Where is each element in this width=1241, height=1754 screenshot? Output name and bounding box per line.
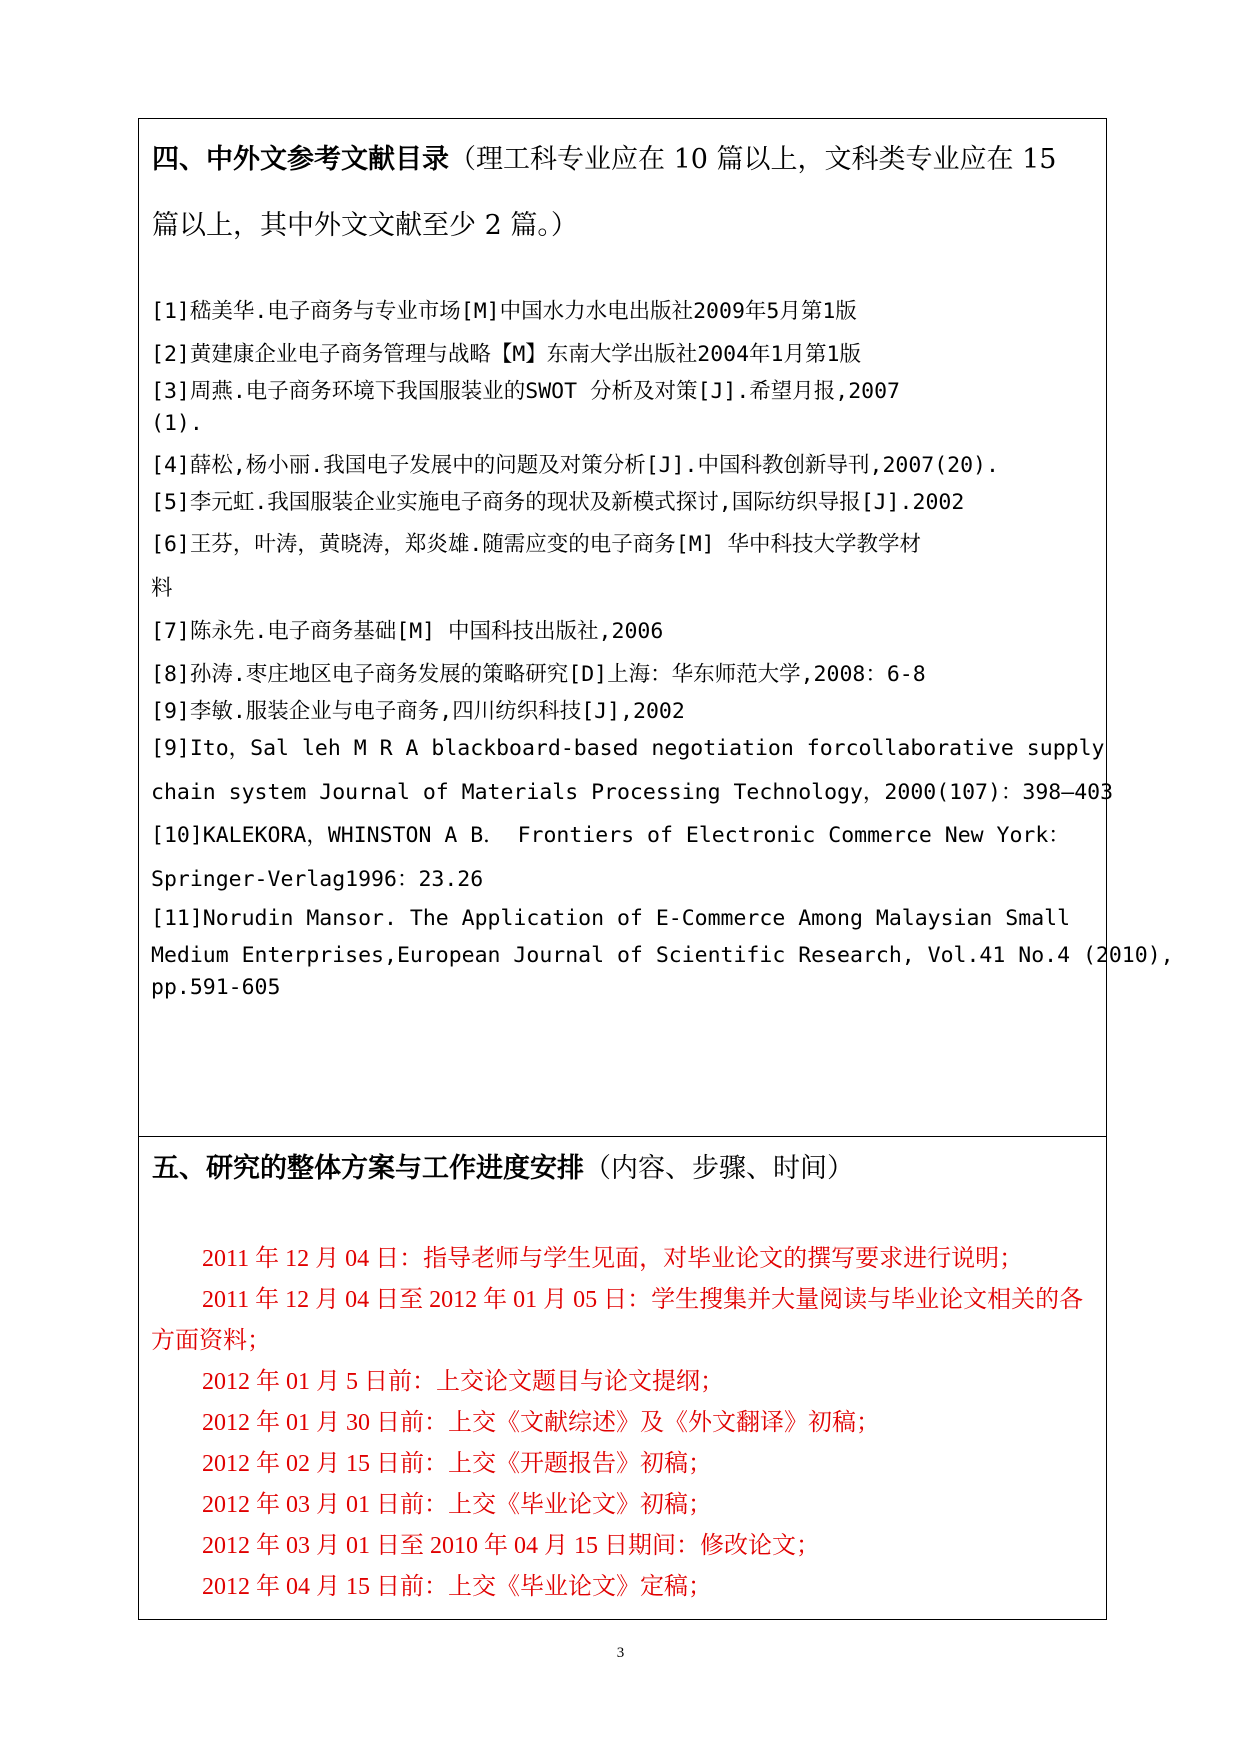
section4-heading: 四、中外文参考文献目录: [152, 144, 449, 175]
section5-title: [152, 1143, 1092, 1195]
schedule-item: 2012 年 01 月 5 日前：上交论文题目与论文提纲；: [202, 1369, 724, 1395]
reference-line: [6]王芬，叶涛，黄晓涛，郑炎雄.随需应变的电子商务[M] 华中科技大学教学材: [151, 532, 922, 557]
reference-line: [9]李敏.服装企业与电子商务,四川纺织科技[J],2002: [151, 699, 685, 724]
reference-list: [151, 294, 1174, 1007]
reference-line: [9]Ito，Sal leh M R A blackboard-based negotiation forcollaborative supply: [151, 736, 1105, 761]
reference-line: Springer-Verlag1996：23.26: [151, 867, 484, 892]
reference-line: chain system Journal of Materials Processing Technology，2000(107)：398—403: [151, 780, 1114, 805]
section4-note-line2: 篇以上，其中外文文献至少 2 篇。）: [152, 210, 578, 241]
section5-heading: 五、研究的整体方案与工作进度安排: [152, 1153, 584, 1184]
section-divider: [139, 1136, 1106, 1137]
form-table: [138, 118, 1174, 1620]
reference-line: [7]陈永先.电子商务基础[M] 中国科技出版社,2006: [151, 619, 664, 644]
reference-line: [1]嵇美华.电子商务与专业市场[M]中国水力水电出版社2009年5月第1版: [151, 299, 857, 324]
reference-line: [2]黄建康企业电子商务管理与战略【M】东南大学出版社2004年1月第1版: [151, 342, 861, 367]
schedule-list: [151, 1239, 1099, 1608]
schedule-item: 2011 年 12 月 04 日至 2012 年 01 月 05 日：学生搜集并大量阅读与毕业论文相关的各方面资料；: [151, 1287, 1084, 1354]
schedule-item: 2012 年 04 月 15 日前：上交《毕业论文》定稿；: [202, 1574, 712, 1600]
reference-line: (1).: [151, 411, 203, 436]
reference-line: Medium Enterprises,European Journal of Scientific Research, Vol.41 No.4 (2010),: [151, 943, 1174, 968]
schedule-item: 2012 年 01 月 30 日前：上交《文献综述》及《外文翻译》初稿；: [202, 1410, 880, 1436]
reference-line: 料: [151, 576, 173, 601]
schedule-item: 2012 年 03 月 01 日至 2010 年 04 月 15 日期间：修改论文；: [202, 1533, 820, 1559]
schedule-item: 2012 年 03 月 01 日前：上交《毕业论文》初稿；: [202, 1492, 712, 1518]
reference-line: [3]周燕.电子商务环境下我国服装业的SWOT 分析及对策[J].希望月报,2007: [151, 379, 900, 404]
page-number: 3: [616, 1645, 625, 1661]
reference-line: pp.591-605: [151, 975, 281, 1000]
reference-line: [4]薛松,杨小丽.我国电子发展中的问题及对策分析[J].中国科教创新导刊,2007(20).: [151, 453, 999, 478]
section5-note: （内容、步骤、时间）: [584, 1153, 854, 1184]
reference-line: [5]李元虹.我国服装企业实施电子商务的现状及新模式探讨,国际纺织导报[J].2002: [151, 490, 965, 515]
reference-line: [10]KALEKORA，WHINSTON A B． Frontiers of Electronic Commerce New York：: [151, 823, 1070, 848]
section4-title: [152, 127, 1092, 259]
section4-note-line1: （理工科专业应在 10 篇以上，文科类专业应在 15: [449, 144, 1057, 175]
reference-line: [11]Norudin Mansor. The Application of E-Commerce Among Malaysian Small: [151, 906, 1071, 931]
schedule-item: 2011 年 12 月 04 日：指导老师与学生见面，对毕业论文的撰写要求进行说明；: [202, 1246, 1024, 1272]
schedule-item: 2012 年 02 月 15 日前：上交《开题报告》初稿；: [202, 1451, 712, 1477]
reference-line: [8]孙涛.枣庄地区电子商务发展的策略研究[D]上海：华东师范大学,2008：6-8: [151, 662, 926, 687]
